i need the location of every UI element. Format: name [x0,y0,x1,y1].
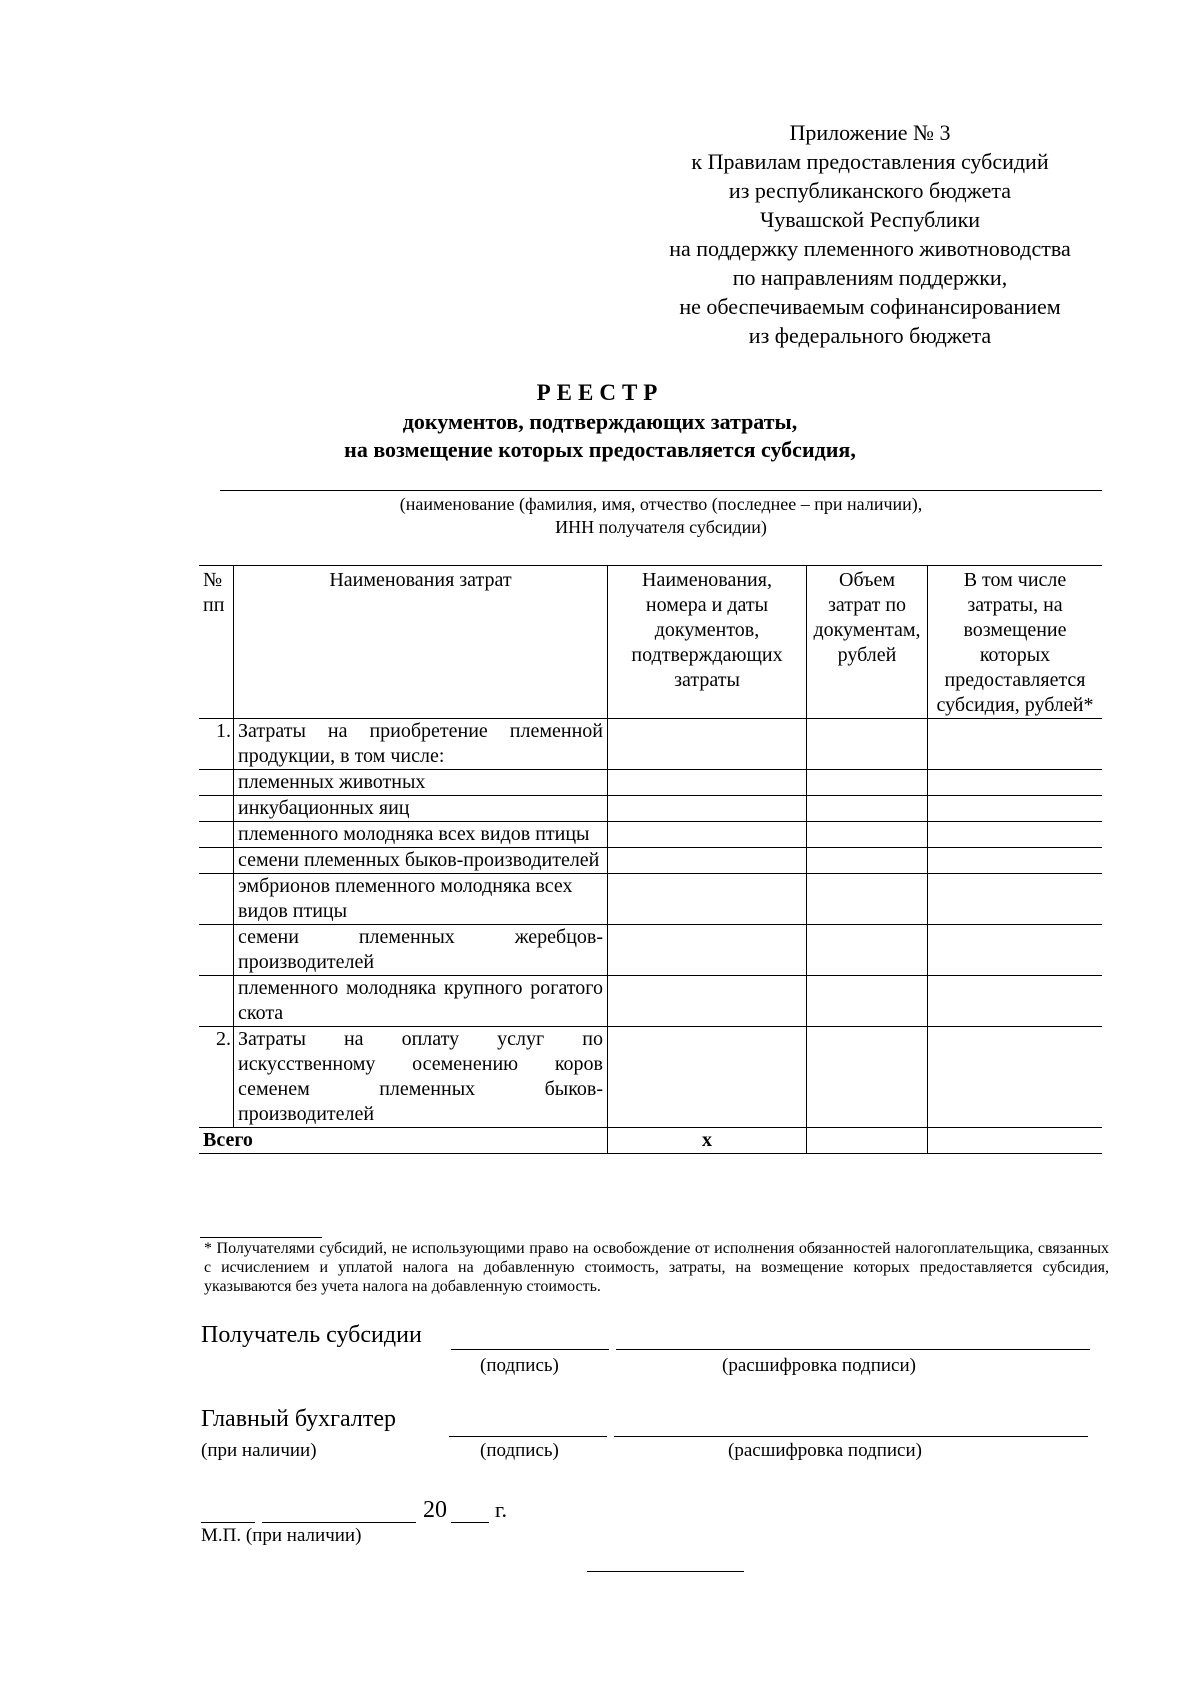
appendix-line: Приложение № 3 [789,120,951,145]
row-name: племенного молодняка крупного рогатого скота [234,976,608,1027]
recipient-signature-line[interactable] [451,1349,609,1350]
row-volume-cell[interactable] [807,1027,928,1128]
row-num [199,925,234,976]
row-docs-cell[interactable] [608,925,807,976]
row-volume-cell[interactable] [807,719,928,770]
stamp-note: М.П. (при наличии) [201,1525,362,1546]
header-num: № пп [199,566,234,719]
total-label: Всего [199,1128,608,1154]
appendix-line: Чувашской Республики [759,207,981,232]
date-year-suffix: г. [495,1497,508,1522]
row-name: семени племенных жеребцов-производителей [234,925,608,976]
row-docs-cell[interactable] [608,796,807,822]
row-num: 1. [199,719,234,770]
accountant-label: Главный бухгалтер [201,1406,396,1432]
accountant-decoding-caption: (расшифровка подписи) [728,1440,922,1461]
appendix-line: не обеспечиваемым софинансированием [679,294,1061,319]
registry-table [199,565,1102,1154]
table-row [199,770,1102,796]
recipient-caption [220,493,1102,539]
row-docs-cell[interactable] [608,822,807,848]
recipient-decoding-caption: (расшифровка подписи) [722,1355,916,1376]
date-year-prefix: 20 [423,1497,447,1523]
row-volume-cell[interactable] [807,822,928,848]
row-docs-cell[interactable] [608,1027,807,1128]
row-docs-cell[interactable] [608,719,807,770]
appendix-line: к Правилам предоставления субсидий [691,149,1049,174]
recipient-name-line [220,490,1102,491]
appendix-header [600,118,1140,350]
footnote-rule [200,1237,322,1238]
row-name: эмбрионов племенного молодняка всех видов птицы [234,874,608,925]
appendix-line: по направлениям поддержки, [732,265,1008,290]
row-volume-cell[interactable] [807,770,928,796]
table-row [199,1027,1102,1128]
total-subsidy-cell[interactable] [928,1128,1103,1154]
row-subsidy-cell[interactable] [928,925,1103,976]
row-subsidy-cell[interactable] [928,848,1103,874]
title-line-2: на возмещение которых предоставляется субсидия, [344,437,856,462]
row-name: Затраты на оплату услуг по искусственному осеменению коров семенем племенных быков-производителей [234,1027,608,1128]
total-row [199,1128,1102,1154]
footnote: * Получателями субсидий, не использующими право на освобождение от исполнения обязанностей налогоплательщика, связанных с исчислением и уплатой налога на добавленную стоимость, затраты, на возмещение которых предоставляется субсидия, указываются без учета налога на добавленную стоимость. [204,1240,1109,1295]
row-subsidy-cell[interactable] [928,796,1103,822]
row-subsidy-cell[interactable] [928,822,1103,848]
row-subsidy-cell[interactable] [928,770,1103,796]
appendix-line: из республиканского бюджета [728,178,1012,203]
header-volume: Объем затрат по документам, рублей [807,566,928,719]
header-name: Наименования затрат [234,566,608,719]
row-num: 2. [199,1027,234,1128]
title-line-1: документов, подтверждающих затраты, [402,409,798,434]
document-title [0,378,1200,464]
row-subsidy-cell[interactable] [928,1027,1103,1128]
row-subsidy-cell[interactable] [928,719,1103,770]
row-num [199,976,234,1027]
accountant-signature-line[interactable] [449,1436,607,1437]
row-volume-cell[interactable] [807,925,928,976]
row-volume-cell[interactable] [807,796,928,822]
row-volume-cell[interactable] [807,874,928,925]
row-num [199,848,234,874]
row-name: инкубационных яиц [234,796,608,822]
table-header-row [199,566,1102,719]
recipient-signature-label: Получатель субсидии [201,1322,422,1348]
row-name: Затраты на приобретение племенной продукции, в том числе: [234,719,608,770]
recipient-signature-caption: (подпись) [480,1355,559,1376]
header-docs: Наименования, номера и даты документов, подтверждающих затраты [608,566,807,719]
total-docs-mark: х [608,1128,807,1154]
row-volume-cell[interactable] [807,976,928,1027]
table-row [199,976,1102,1027]
row-volume-cell[interactable] [807,848,928,874]
row-docs-cell[interactable] [608,770,807,796]
row-docs-cell[interactable] [608,874,807,925]
recipient-decoding-line[interactable] [616,1349,1090,1350]
accountant-decoding-line[interactable] [614,1436,1088,1437]
row-docs-cell[interactable] [608,848,807,874]
recipient-caption-line-1: (наименование (фамилия, имя, отчество (последнее – при наличии), [399,494,923,514]
row-num [199,874,234,925]
title-main: РЕЕСТР [536,380,664,405]
row-docs-cell[interactable] [608,976,807,1027]
appendix-line: на поддержку племенного животноводства [669,236,1071,261]
table-row [199,822,1102,848]
row-name: семени племенных быков-производителей [234,848,608,874]
accountant-note: (при наличии) [201,1440,317,1461]
table-row [199,848,1102,874]
accountant-signature-caption: (подпись) [480,1440,559,1461]
recipient-caption-line-2: ИНН получателя субсидии) [555,517,767,537]
date-day-line[interactable] [201,1522,255,1523]
header-subsidy: В том числе затраты, на возмещение которых предоставляется субсидия, рублей* [928,566,1103,719]
row-subsidy-cell[interactable] [928,874,1103,925]
row-subsidy-cell[interactable] [928,976,1103,1027]
table-row [199,925,1102,976]
row-name: племенного молодняка всех видов птицы [234,822,608,848]
date-month-line[interactable] [262,1522,416,1523]
row-name: племенных животных [234,770,608,796]
date-year-line[interactable] [451,1522,489,1523]
row-num [199,822,234,848]
appendix-line: из федерального бюджета [748,323,992,348]
row-num [199,796,234,822]
total-volume-cell[interactable] [807,1128,928,1154]
bottom-separator [587,1571,744,1572]
table-row [199,719,1102,770]
table-row [199,874,1102,925]
table-row [199,796,1102,822]
row-num [199,770,234,796]
